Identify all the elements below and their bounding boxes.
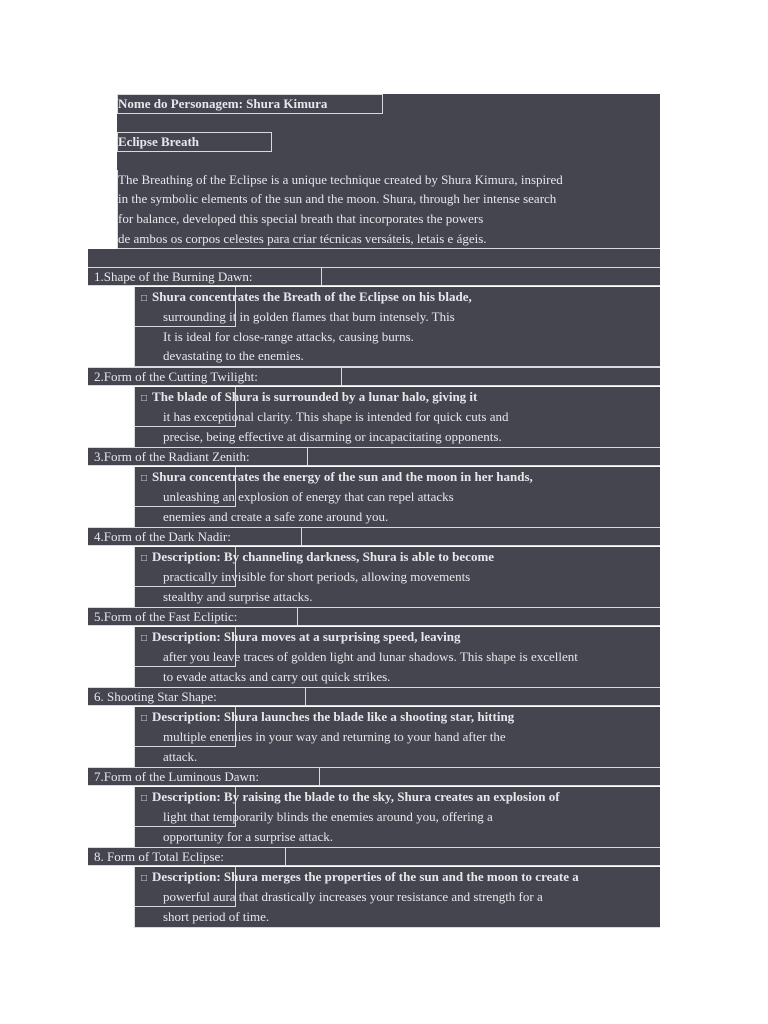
form-lead-label-8: Description:: [152, 869, 224, 884]
form-heading-row-7: [88, 767, 660, 786]
intro-line-4: de ambos os corpos celestes para criar técnicas versáteis, letais e ágeis.: [118, 231, 487, 246]
form-line-4-1: practically invisible for short periods, allowing movements: [163, 568, 471, 584]
form-line-3-1: unleashing an explosion of energy that can repel attacks: [163, 488, 454, 504]
form-heading-row-5: [88, 607, 660, 626]
form-first-line-6: [141, 707, 514, 728]
form-heading-1: 1.Shape of the Burning Dawn:: [88, 267, 322, 286]
form-lead-label-6: Description:: [152, 709, 224, 724]
form-line-1-3: devastating to the enemies.: [163, 348, 304, 364]
form-line-7-2: opportunity for a surprise attack.: [163, 828, 334, 844]
bullet-icon: □: [141, 553, 148, 564]
form-heading-row-8: [88, 847, 660, 866]
form-heading-3: 3.Form of the Radiant Zenith:: [88, 447, 308, 466]
form-heading-8: 8. Form of Total Eclipse:: [88, 847, 286, 866]
form-heading-7: 7.Form of the Luminous Dawn:: [88, 767, 320, 786]
form-line-1-2: It is ideal for close-range attacks, causing burns.: [163, 328, 414, 344]
form-line-3-2: enemies and create a safe zone around you.: [163, 508, 389, 524]
form-first-text-8: Shura merges the properties of the sun and the moon to create a: [223, 869, 579, 884]
form-line-8-1: powerful aura that drastically increases your resistance and strength for a: [163, 888, 543, 904]
form-first-line-5: [141, 627, 460, 648]
form-first-text-4: By channeling darkness, Shura is able to become: [223, 549, 495, 564]
form-lead-label-4: Description:: [152, 549, 224, 564]
form-first-line-3: [141, 467, 533, 488]
form-heading-2: 2.Form of the Cutting Twilight:: [88, 367, 342, 386]
form-first-text-7: By raising the blade to the sky, Shura creates an explosion of: [223, 789, 560, 804]
form-first-text-1: Shura concentrates the Breath of the Eclipse on his blade,: [152, 289, 472, 304]
form-line-7-1: light that temporarily blinds the enemies around you, offering a: [163, 808, 493, 824]
intro-line-2: in the symbolic elements of the sun and the moon. Shura, through her intense search: [118, 191, 557, 206]
character-name: Nome do Personagem: Shura Kimura: [118, 96, 328, 111]
form-line-5-2: to evade attacks and carry out quick strikes.: [163, 668, 391, 684]
form-first-line-2: [141, 387, 477, 408]
technique-title: Eclipse Breath: [118, 134, 200, 149]
form-line-4-2: stealthy and surprise attacks.: [163, 588, 313, 604]
form-line-6-1: multiple enemies in your way and returning to your hand after the: [163, 728, 506, 744]
form-line-2-1: it has exceptional clarity. This shape is intended for quick cuts and: [163, 408, 509, 424]
form-line-6-2: attack.: [163, 748, 198, 764]
form-first-line-1: [141, 287, 472, 308]
intro-line-1: The Breathing of the Eclipse is a unique technique created by Shura Kimura, inspired: [118, 172, 563, 187]
form-first-line-4: [141, 547, 494, 568]
form-heading-6: 6. Shooting Star Shape:: [88, 687, 306, 706]
form-heading-row-6: [88, 687, 660, 706]
form-line-8-2: short period of time.: [163, 908, 270, 924]
form-first-text-5: Shura moves at a surprising speed, leaving: [223, 629, 461, 644]
form-heading-5: 5.Form of the Fast Ecliptic:: [88, 607, 298, 626]
form-line-1-1: surrounding it in golden flames that burn intensely. This: [163, 308, 455, 324]
form-line-2-2: precise, being effective at disarming or incapacitating opponents.: [163, 428, 502, 444]
intro-divider-band: [88, 249, 660, 267]
intro-line-3: for balance, developed this special breath that incorporates the powers: [118, 211, 484, 226]
form-first-line-8: [141, 867, 579, 888]
form-first-text-6: Shura launches the blade like a shooting star, hitting: [223, 709, 515, 724]
form-lead-label-7: Description:: [152, 789, 224, 804]
bullet-icon: □: [141, 713, 148, 724]
bullet-icon: □: [141, 873, 148, 884]
bullet-icon: □: [141, 293, 148, 304]
form-heading-row-2: [88, 367, 660, 386]
form-first-text-3: Shura concentrates the energy of the sun and the moon in her hands,: [152, 469, 533, 484]
bullet-icon: □: [141, 633, 148, 644]
bullet-icon: □: [141, 793, 148, 804]
form-heading-4: 4.Form of the Dark Nadir:: [88, 527, 302, 546]
form-heading-row-4: [88, 527, 660, 546]
form-first-line-7: [141, 787, 560, 808]
form-lead-label-5: Description:: [152, 629, 224, 644]
bullet-icon: □: [141, 473, 148, 484]
form-first-text-2: The blade of Shura is surrounded by a lunar halo, giving it: [152, 389, 478, 404]
form-line-5-1: after you leave traces of golden light and lunar shadows. This shape is excellent: [163, 648, 578, 664]
form-heading-row-1: [88, 267, 660, 286]
bullet-icon: □: [141, 393, 148, 404]
form-heading-row-3: [88, 447, 660, 466]
